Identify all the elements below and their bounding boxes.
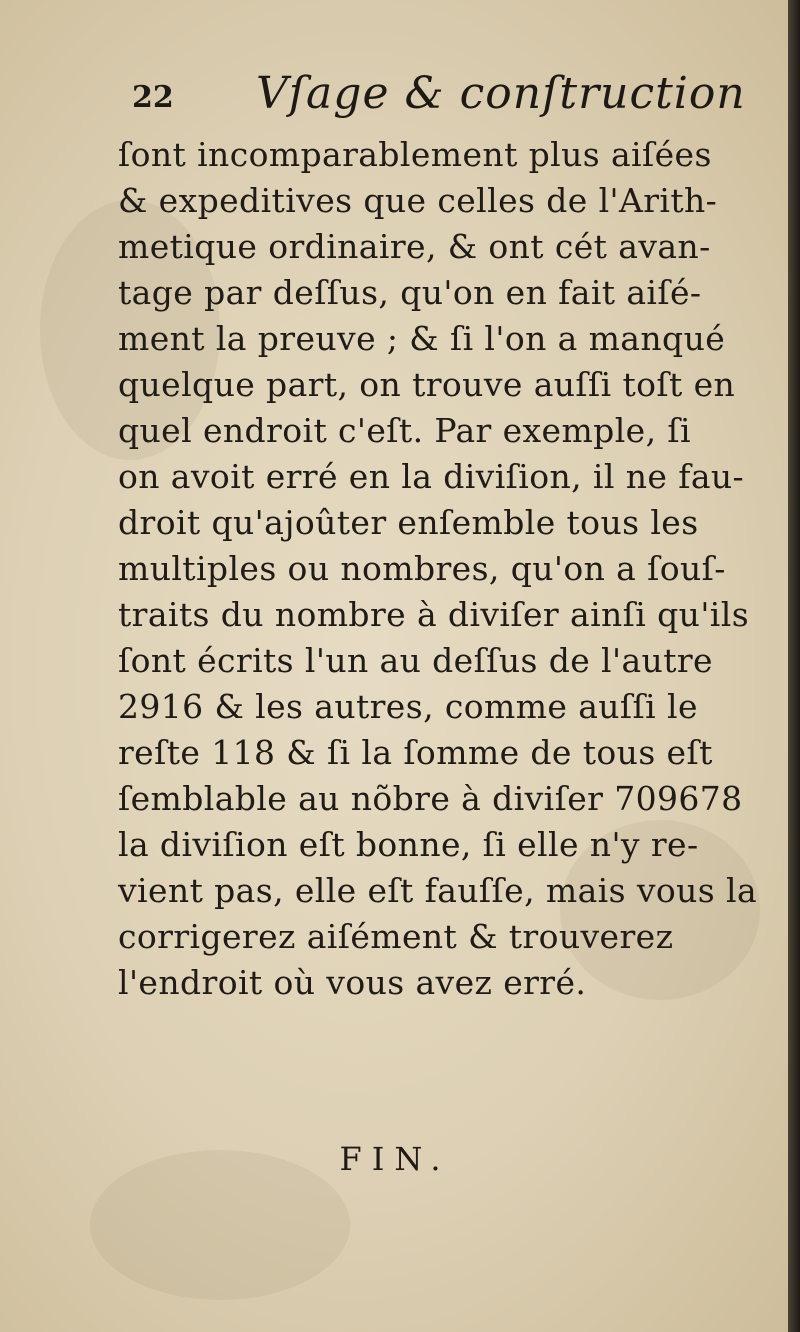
text-line: quelque part, on trouve auſſi toſt en	[118, 365, 736, 404]
text-line: & expeditives que celles de l'Arith-	[118, 181, 718, 220]
text-line: la diviſion eſt bonne, ſi elle n'y re-	[118, 825, 699, 864]
text-line: traits du nombre à diviſer ainſi qu'ils	[118, 595, 750, 634]
text-line: ſemblable au nõbre à diviſer 709678	[118, 779, 743, 818]
text-line: on avoit erré en la diviſion, il ne fau-	[118, 457, 745, 496]
running-title: Vſage & conſtruction	[256, 68, 746, 119]
text-line: droit qu'ajoûter enſemble tous les	[118, 503, 699, 542]
text-line: metique ordinaire, & ont cét avan-	[118, 227, 711, 266]
text-line: reſte 118 & ſi la ſomme de tous eſt	[118, 733, 713, 772]
text-line: ſont écrits l'un au deſſus de l'autre	[118, 641, 713, 680]
text-line: corrigerez aiſément & trouverez	[118, 917, 674, 956]
end-mark: FIN.	[339, 1140, 451, 1178]
body-text	[118, 132, 778, 1006]
text-line: quel endroit c'eſt. Par exemple, ſi	[118, 411, 691, 450]
page-edge-shadow	[788, 0, 800, 1332]
text-line: tage par deſſus, qu'on en fait aiſé-	[118, 273, 702, 312]
text-line: ment la preuve ; & ſi l'on a manqué	[118, 319, 726, 358]
page-number: 22	[132, 80, 174, 115]
text-line: l'endroit où vous avez erré.	[118, 963, 587, 1002]
page-header	[128, 68, 746, 138]
text-line: ſont incomparablement plus aiſées	[118, 135, 712, 174]
text-line: 2916 & les autres, comme auſſi le	[118, 687, 698, 726]
text-line: vient pas, elle eſt fauſſe, mais vous la	[118, 871, 758, 910]
text-line: multiples ou nombres, qu'on a ſouſ-	[118, 549, 726, 588]
